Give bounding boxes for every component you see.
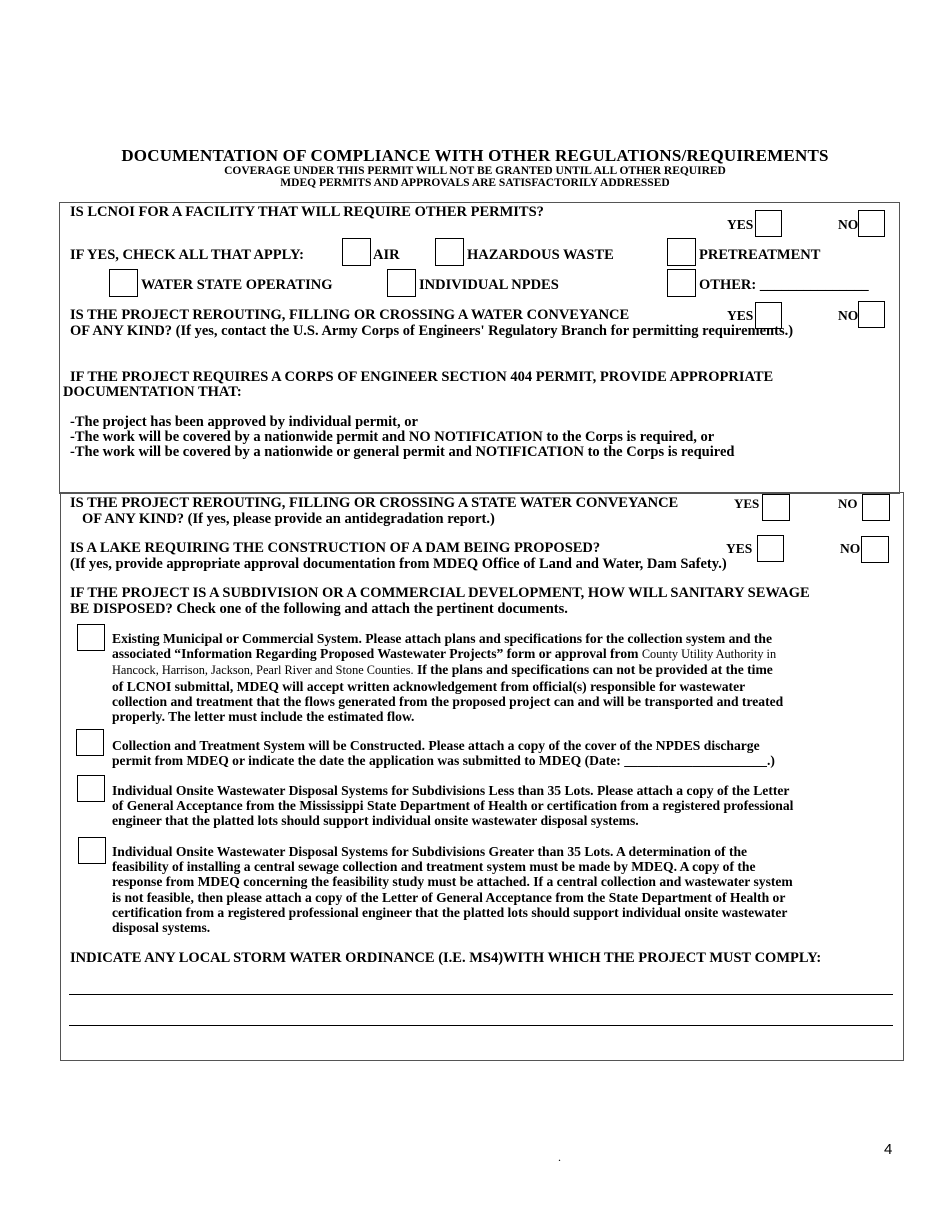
storm-water-question: INDICATE ANY LOCAL STORM WATER ORDINANCE (I.E. MS4)WITH WHICH THE PROJECT MUST COMPLY: [70,950,822,966]
corps-404-line1: IF THE PROJECT REQUIRES A CORPS OF ENGINEER SECTION 404 PERMIT, PROVIDE APPROPRIATE [70,369,774,385]
other-label[interactable]: OTHER: _______________ [699,277,869,293]
footer-dot: . [558,1150,561,1164]
q2-yes-checkbox[interactable] [755,302,782,329]
q3-yes-label: YES [734,496,760,511]
q-dam-line1: IS A LAKE REQUIRING THE CONSTRUCTION OF A DAM BEING PROPOSED? [70,540,601,556]
storm-answer-line-2[interactable] [69,1025,893,1026]
q3-yes-checkbox[interactable] [762,494,790,521]
sewage-constructed-system-checkbox[interactable] [76,729,104,756]
corps-404-line2: DOCUMENTATION THAT: [63,384,242,400]
q-state-water-line1: IS THE PROJECT REROUTING, FILLING OR CROSSING A STATE WATER CONVEYANCE [70,495,679,511]
storm-answer-line-1[interactable] [69,994,893,995]
other-checkbox[interactable] [667,269,696,297]
subtitle-line-2: MDEQ PERMITS AND APPROVALS ARE SATISFACTORILY ADDRESSED [280,177,670,189]
q3-no-label: NO [838,496,858,511]
sewage-constructed-system-text: Collection and Treatment System will be Constructed. Please attach a copy of the cover of the NPDES discharge permit from MDEQ or indicate the date the application was submitted to MDEQ (Date: _____________________.) [112,738,775,769]
sewage-onsite-greater-35-checkbox[interactable] [78,837,106,864]
page-number: 4 [884,1141,893,1158]
q1-yes-label: YES [727,217,754,232]
sewage-existing-system-text: Existing Municipal or Commercial System. Please attach plans and specifications for the collection system and the associated “Information Regarding Proposed Wastewater Projects” form or approval from County Utility Authority in Hancock, Harrison, Jackson, Pearl River and Stone Counties. If the plans and specifications can not be provided at the time of LCNOI submittal, MDEQ will accept written acknowledgement from official(s) responsible for wastewater collection and treatment that the flows generated from the proposed project can and will be transported and treated properly. The letter must include the estimated flow. [112,631,784,725]
sewage-question-line2: BE DISPOSED? Check one of the following and attach the pertinent documents. [70,601,568,617]
q4-no-label: NO [840,541,861,556]
q1-yes-checkbox[interactable] [755,210,782,237]
q-water-conveyance-line1: IS THE PROJECT REROUTING, FILLING OR CROSSING A WATER CONVEYANCE [70,307,630,323]
q-other-permits: IS LCNOI FOR A FACILITY THAT WILL REQUIRE OTHER PERMITS? [70,204,544,220]
q1-no-checkbox[interactable] [858,210,885,237]
sewage-onsite-greater-35-text: Individual Onsite Wastewater Disposal Systems for Subdivisions Greater than 35 Lots. A determination of the feasibility of installing a central sewage collection and treatment system must be made by MDEQ. A copy of the response from MDEQ concerning the feasibility study must be attached. If a central collection and wastewater system is not feasible, then please attach a copy of the Letter of General Acceptance from the State Department of Health or certification from a registered professional engineer that the platted lots should support individual onsite wastewater disposal systems. [112,844,793,936]
individual-npdes-checkbox[interactable] [387,269,416,297]
water-state-operating-label: WATER STATE OPERATING [141,277,333,293]
pretreatment-checkbox[interactable] [667,238,696,266]
q3-no-checkbox[interactable] [862,494,890,521]
page-title: DOCUMENTATION OF COMPLIANCE WITH OTHER REGULATIONS/REQUIREMENTS [121,146,829,165]
q-state-water-line2: OF ANY KIND? (If yes, please provide an antidegradation report.) [82,511,495,527]
individual-npdes-label: INDIVIDUAL NPDES [419,277,559,293]
q-dam-line2: (If yes, provide appropriate approval documentation from MDEQ Office of Land and Water, Dam Safety.) [70,556,727,572]
sewage-existing-system-checkbox[interactable] [77,624,105,651]
sewage-onsite-less-35-checkbox[interactable] [77,775,105,802]
corps-option-1: -The project has been approved by individual permit, or [70,414,418,430]
sewage-onsite-less-35-text: Individual Onsite Wastewater Disposal Systems for Subdivisions Less than 35 Lots. Please attach a copy of the Letter of General Acceptance from the Mississippi State Department of Health or certification from a registered professional engineer that the platted lots should support individual onsite wastewater disposal systems. [112,783,794,829]
corps-option-3: -The work will be covered by a nationwide or general permit and NOTIFICATION to the Corps is required [70,444,735,460]
q4-yes-checkbox[interactable] [757,535,784,562]
apply-prompt: IF YES, CHECK ALL THAT APPLY: [70,247,304,263]
hazardous-waste-label: HAZARDOUS WASTE [467,247,614,263]
lower-section-frame [60,492,904,1061]
q-water-conveyance-line2: OF ANY KIND? (If yes, contact the U.S. Army Corps of Engineers' Regulatory Branch for permitting requirements.) [70,323,794,339]
corps-option-2: -The work will be covered by a nationwide permit and NO NOTIFICATION to the Corps is required, or [70,429,715,445]
pretreatment-label: PRETREATMENT [699,247,821,263]
air-checkbox[interactable] [342,238,371,266]
q4-yes-label: YES [726,541,753,556]
subtitle-line-1: COVERAGE UNDER THIS PERMIT WILL NOT BE GRANTED UNTIL ALL OTHER REQUIRED [224,165,726,177]
q2-yes-label: YES [727,308,754,323]
sewage-question-line1: IF THE PROJECT IS A SUBDIVISION OR A COMMERCIAL DEVELOPMENT, HOW WILL SANITARY SEWAGE [70,585,810,601]
air-label: AIR [373,247,400,263]
q2-no-label: NO [838,308,859,323]
q2-no-checkbox[interactable] [858,301,885,328]
q4-no-checkbox[interactable] [861,536,889,563]
hazardous-waste-checkbox[interactable] [435,238,464,266]
q1-no-label: NO [838,217,859,232]
water-state-operating-checkbox[interactable] [109,269,138,297]
